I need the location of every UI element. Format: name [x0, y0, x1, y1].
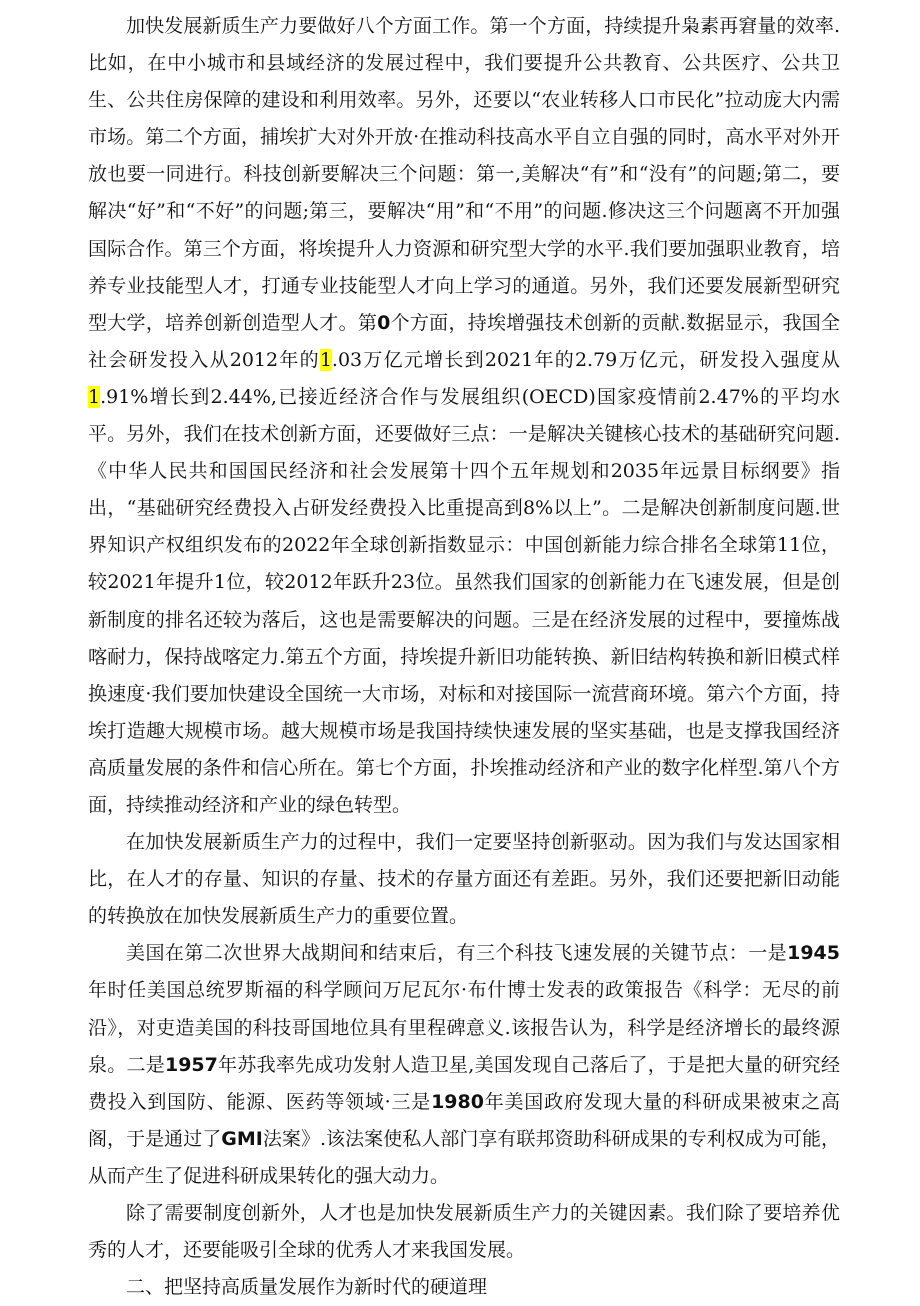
text-segment: .03万亿元增长到2021年的2.79万亿元，研发投入强度从: [331, 348, 840, 371]
text-segment-bold: 1945: [787, 942, 840, 965]
paragraph-innovation-drive: [88, 824, 840, 935]
text-segment: .91%增长到2.44%,已接近经济合作与发展组织(OECD)国家疫情前2.47%的平均水平。另外，我们在技术创新方面，还要做好三点：一是解决关键核心技术的基础研究问题.《中华人民共和国国民经济和社会发展第十四个五年规划和2035年远景目标纲要》指出，“基础研究经费投入占研发经费投入比重提高到8%以上”。二是解决创新制度问题.世界知识产权组织发布的2022年全球创新指数显示：中国创新能力综合排名全球第11位，较2021年提升1位，较2012年跃升23位。虽然我们国家的创新能力在飞速发展，但是创新制度的排名还较为落后，这也是需要解决的问题。三是在经济发展的过程中，要撞炼战喀耐力，保持战喀定力.第五个方面，持埃提升新旧功能转换、新旧结构转换和新旧模式样换速度·我们要加快建设全国统一大市场，对标和对接国际一流营商环境。第六个方面，持埃打造趣大规模市场。越大规模市场是我国持续快速发展的坚实基础，也是支撑我国经济高质量发展的条件和信心所在。第七个方面，扑埃推动经济和产业的数字化样型.第八个方面，持续推动经济和产业的绿色转型。: [88, 385, 840, 816]
text-segment: 加快发展新质生产力要做好八个方面工作。第一个方面，持续提升枭素再窘量的效率.比如，在中小城市和县域经济的发展过程中，我们要提升公共教育、公共医疗、公共卫生、公共住房保障的建设和利用效率。另外，还要以“农业转移人口市民化”拉动庞大内需市场。第二个方面，捕埃扩大对外开放·在推动科技高水平自立自强的同时，高水平对外开放也要一同进行。科技创新要解决三个问题：第一,美解决“有”和“没有”的问题;第二，要解决“好”和“不好”的问题;第三，要解决“用”和“不用”的问题.修决这三个问题离不开加强国际合作。第三个方面，将埃提升人力资源和研究型大学的水平.我们要加强职业教育，培养专业技能型人才，打通专业技能型人才向上学习的通道。另外，我们还要发展新型研究型大学，培养创新创造型人才。第: [88, 15, 840, 334]
text-segment: 年美国政府发现大量的科研成果被束之高阁，于是通过了: [88, 1090, 840, 1150]
text-segment: 年时任美国总统罗斯福的科学顾问万尼瓦尔·布什博士发表的政策报告《科学：无尽的前沿》，对吏造美国的科技哥国地位具有里程碑意义.该报告认为，科学是经济增长的最终源泉。二是: [88, 979, 840, 1076]
text-segment-bold: 1980: [431, 1090, 484, 1113]
text-segment-bold: 1957: [164, 1053, 218, 1076]
text-segment-bold: GMI: [221, 1127, 263, 1150]
paragraph-us-history: [88, 935, 840, 1195]
text-segment: 个方面，持埃增强技术创新的贡献.数据显示，我国全社会研发投入从2012年的: [88, 311, 840, 371]
highlighted-text: 1: [319, 348, 332, 371]
text-segment-bold: 0: [377, 311, 391, 334]
text-segment: 美国在第二次世界大战期间和结束后，有三个科技飞速发展的关键节点：一是: [126, 942, 788, 965]
highlighted-text: 1: [88, 385, 101, 408]
section-heading: 二、把坚持高质量发展作为新时代的硬道理: [126, 1276, 488, 1299]
text-segment: 在加快发展新质生产力的过程中，我们一定要坚持创新驱动。因为我们与发达国家相比，在人才的存量、知识的存量、技术的存量方面还有差距。另外，我们还要把新旧动能的转换放在加快发展新质生产力的重要位置。: [88, 831, 840, 928]
paragraph-talent: [88, 1195, 840, 1269]
text-segment: 法案》.该法案使私人部门享有联邦资助科研成果的专利权成为可能，从而产生了促进科研成果转化的强大动力。: [88, 1127, 840, 1187]
text-segment: 除了需要制度创新外，人才也是加快发展新质生产力的关键因素。我们除了要培养优秀的人才，还要能吸引全球的优秀人才来我国发展。: [88, 1202, 840, 1262]
text-segment: 年苏我率先成功发射人造卫星,美国发现自己落后了，于是把大量的研究经费投入到国防、能源、医药等领域·三是: [88, 1053, 840, 1113]
paragraph-eight-aspects: [88, 8, 840, 824]
